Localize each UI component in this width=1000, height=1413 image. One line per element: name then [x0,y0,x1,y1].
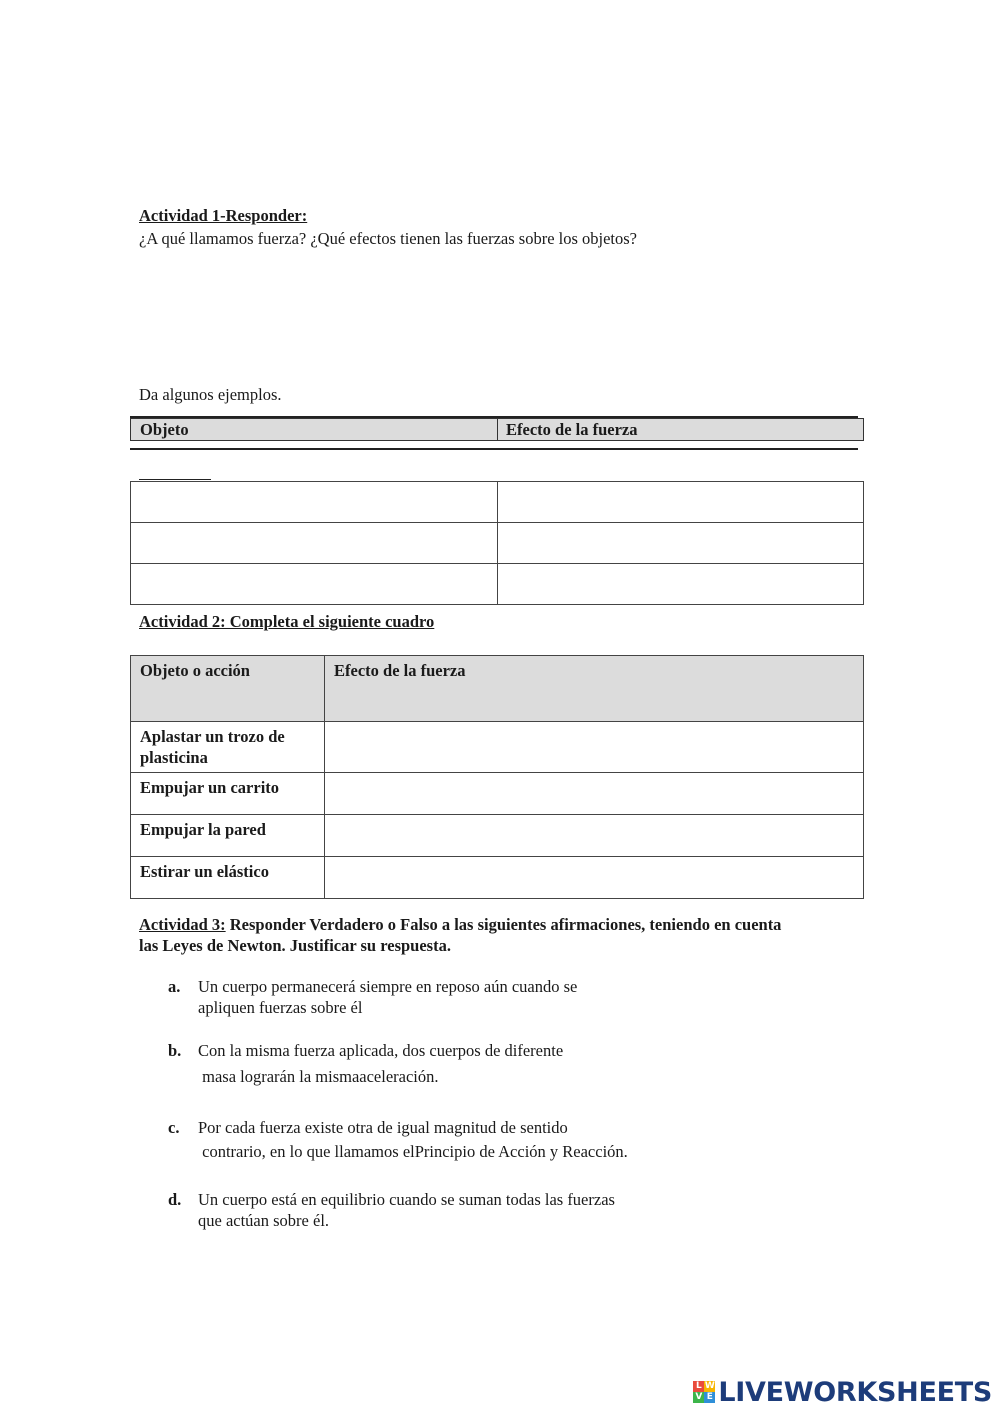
item-label: b. [168,1041,182,1060]
answer-cell-objeto[interactable] [131,482,498,523]
answer-cell-efecto[interactable] [497,523,864,564]
activity2-title: Actividad 2: Completa el siguiente cuadro [139,612,435,631]
liveworksheets-logo[interactable] [693,1377,992,1407]
activity1-question: ¿A qué llamamos fuerza? ¿Qué efectos tienen las fuerzas sobre los objetos? [139,229,638,248]
table-row [131,722,864,773]
effect-answer-cell[interactable] [325,857,864,899]
header-efecto-fuerza: Efecto de la fuerza [325,656,864,722]
answer-cell-efecto[interactable] [497,482,864,523]
header-efecto: Efecto de la fuerza [506,420,638,439]
effect-answer-cell[interactable] [325,722,864,773]
short-rule [139,479,211,480]
answer-cell-objeto[interactable] [131,523,498,564]
activity1-table-header [130,418,864,441]
icon-letter: L [693,1381,704,1392]
icon-letter: V [693,1392,704,1403]
item-label: d. [168,1190,182,1209]
item-text-line1: Un cuerpo está en equilibrio cuando se suman todas las fuerzas [198,1190,615,1209]
table-row [131,564,864,605]
item-text-line1: Un cuerpo permanecerá siempre en reposo aún cuando se [198,977,578,996]
table-row [131,482,864,523]
activity1-title: Actividad 1-Responder: [139,206,308,225]
liveworksheets-icon [693,1381,715,1403]
item-label: a. [168,977,181,996]
effect-answer-cell[interactable] [325,815,864,857]
item-text-line2: que actúan sobre él. [198,1211,330,1230]
item-text-line2: contrario, en lo que llamamos elPrincipio de Acción y Reacción. [198,1142,628,1161]
header-objeto-accion: Objeto o acción [131,656,325,722]
item-label: c. [168,1118,180,1137]
activity3-title-prefix: Actividad 3: [139,915,226,934]
icon-letter: E [704,1392,715,1403]
header-objeto: Objeto [140,420,189,439]
effect-answer-cell[interactable] [325,773,864,815]
action-label: Estirar un elástico [131,857,325,899]
activity1-answer-table [130,481,864,605]
action-label: Empujar la pared [131,815,325,857]
activity3-title-line2: las Leyes de Newton. Justificar su respuesta. [139,936,451,955]
bottom-rule [130,448,858,450]
answer-cell-efecto[interactable] [497,564,864,605]
activity3-title-line1 [139,914,781,935]
action-label: Empujar un carrito [131,773,325,815]
table-header-row [131,656,864,722]
icon-letter: W [704,1381,715,1391]
header-separator [497,419,498,440]
item-text-line1: Con la misma fuerza aplicada, dos cuerpos de diferente [198,1041,564,1060]
item-text-line2: masa lograrán la mismaaceleración. [198,1067,439,1086]
activity1-examples-prompt: Da algunos ejemplos. [139,385,282,404]
activity2-table [130,655,864,899]
table-row [131,815,864,857]
table-row [131,773,864,815]
table-row [131,523,864,564]
brand-name: LIVEWORKSHEETS [718,1376,992,1408]
answer-cell-objeto[interactable] [131,564,498,605]
action-label: Aplastar un trozo de plasticina [131,722,325,773]
item-text-line2: apliquen fuerzas sobre él [198,998,363,1017]
table-row [131,857,864,899]
item-text-line1: Por cada fuerza existe otra de igual magnitud de sentido [198,1118,568,1137]
activity3-title-rest: Responder Verdadero o Falso a las siguientes afirmaciones, teniendo en cuenta [225,915,782,934]
